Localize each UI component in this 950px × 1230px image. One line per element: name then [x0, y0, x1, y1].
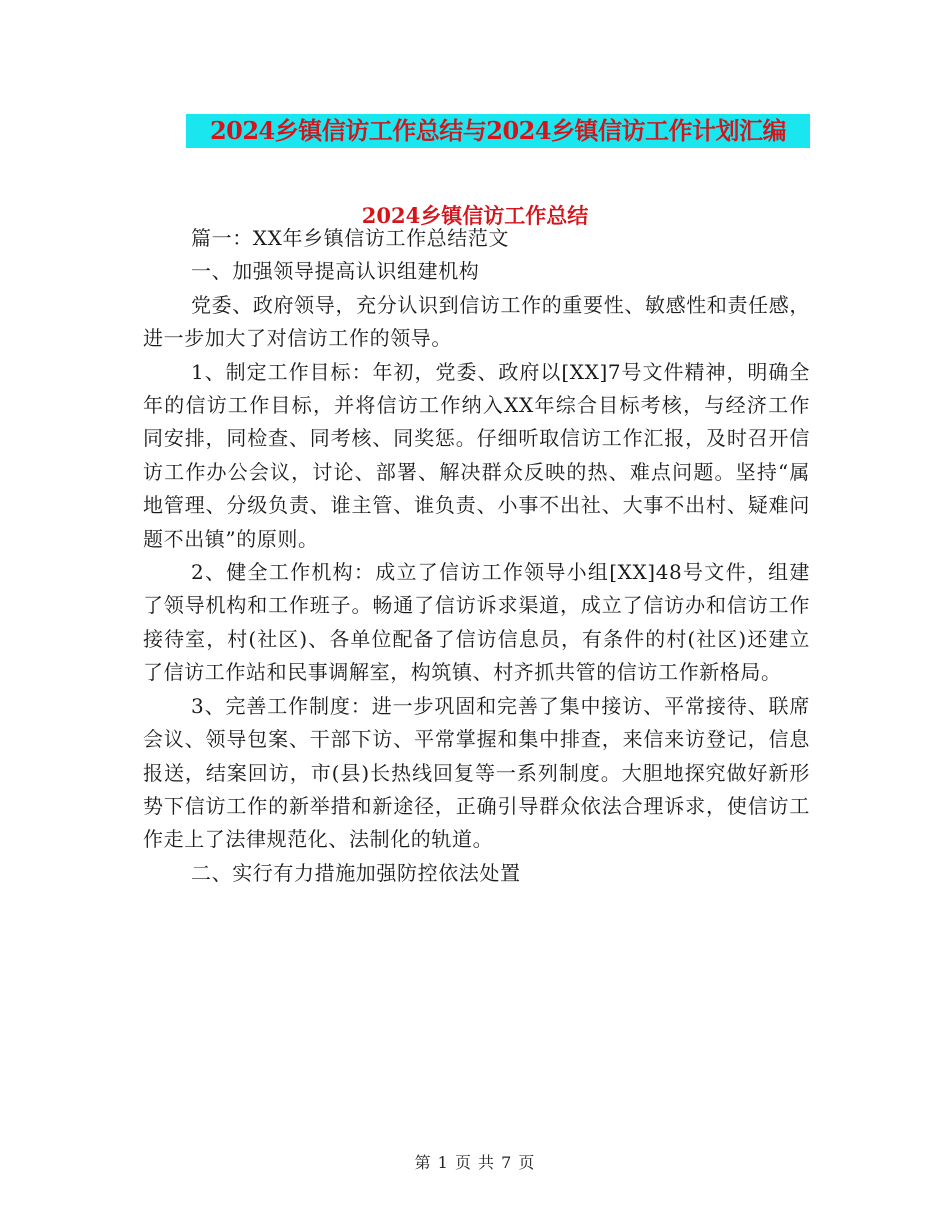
section-title: 2024乡镇信访工作总结 [361, 203, 589, 228]
page-number: 第 1 页 共 7 页 [414, 1153, 536, 1172]
page-footer [0, 1150, 950, 1173]
document-body [143, 222, 810, 890]
paragraph-item-2: 2、健全工作机构：成立了信访工作领导小组[XX]48号文件，组建了领导机构和工作班子。畅通了信访诉求渠道，成立了信访办和信访工作接待室，村(社区)、各单位配备了信访信息员，有条件的村(社区)还建立了信访工作站和民事调解室，构筑镇、村齐抓共管的信访工作新格局。 [143, 560, 810, 685]
paragraph-item-3: 3、完善工作制度：进一步巩固和完善了集中接访、平常接待、联席会议、领导包案、干部下访、平常掌握和集中排查，来信来访登记，信息报送，结案回访，市(县)长热线回复等一系列制度。大胆地探究做好新形势下信访工作的新举措和新途径，正确引导群众依法合理诉求，使信访工作走上了法律规范化、法制化的轨道。 [143, 693, 810, 852]
main-title-highlight [186, 114, 810, 148]
main-title: 2024乡镇信访工作总结与2024乡镇信访工作计划汇编 [209, 116, 787, 145]
paragraph-heading-2: 二、实行有力措施加强防控依法处置 [191, 860, 521, 885]
paragraph-intro: 党委、政府领导，充分认识到信访工作的重要性、敏感性和责任感，进一步加大了对信访工作的领导。 [143, 292, 810, 351]
paragraph-heading-1: 一、加强领导提高认识组建机构 [191, 259, 480, 284]
paragraph-article-label: 篇一：XX年乡镇信访工作总结范文 [191, 226, 510, 250]
paragraph-item-1: 1、制定工作目标：年初，党委、政府以[XX]7号文件精神，明确全年的信访工作目标，并将信访工作纳入XX年综合目标考核，与经济工作同安排，同检查、同考核、同奖惩。仔细听取信访工作汇报，及时召开信访工作办公会议，讨论、部署、解决群众反映的热、难点问题。坚持“属地管理、分级负责、谁主管、谁负责、小事不出社、大事不出村、疑难问题不出镇”的原则。 [143, 359, 810, 551]
